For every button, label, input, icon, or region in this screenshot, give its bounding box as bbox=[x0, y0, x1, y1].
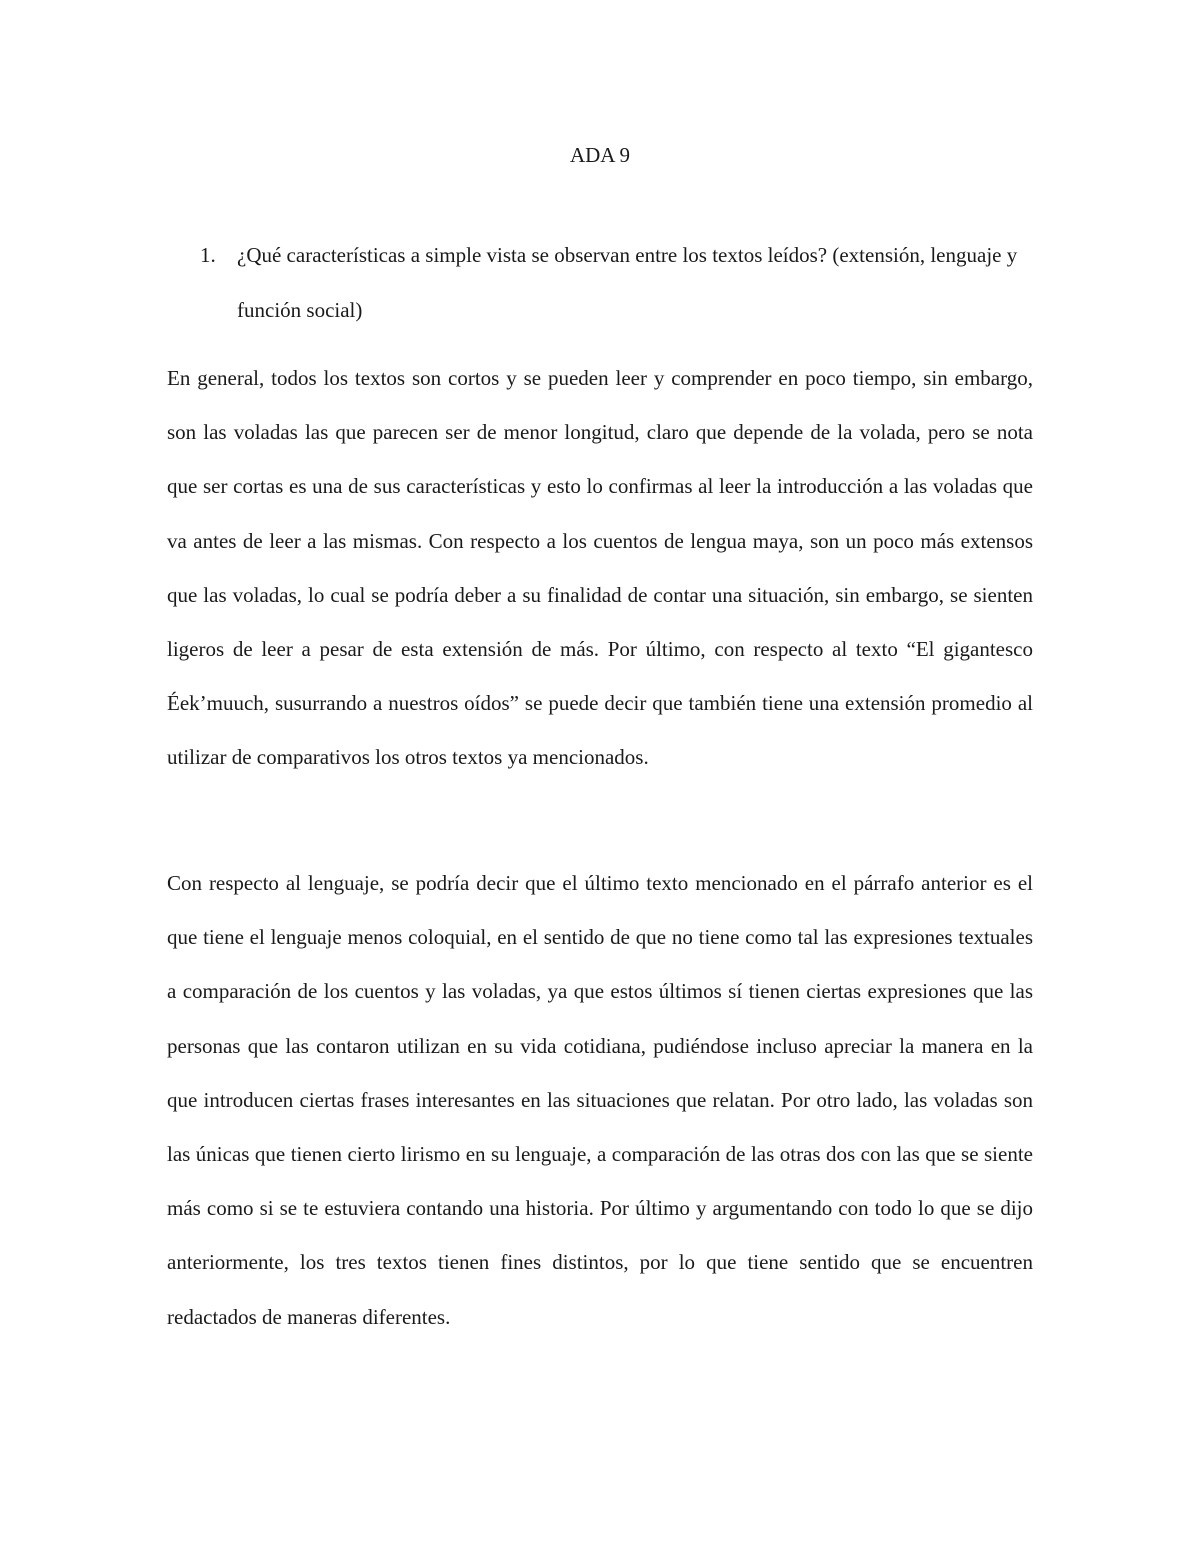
answer-paragraph-1: En general, todos los textos son cortos y se pueden leer y comprender en poco tiempo, sin embargo, son las voladas las que parecen ser de menor longitud, claro que depende de la volada, pero se nota que ser cortas es una de sus características y esto lo confirmas al leer la introducción a las voladas que va antes de leer a las mismas. Con respecto a los cuentos de lengua maya, son un poco más extensos que las voladas, lo cual se podría deber a su finalidad de contar una situación, sin embargo, se sienten ligeros de leer a pesar de esta extensión de más. Por último, con respecto al texto “El gigantesco Éek’muuch, susurrando a nuestros oídos” se puede decir que también tiene una extensión promedio al utilizar de comparativos los otros textos ya mencionados. bbox=[167, 366, 1033, 770]
question-number: 1. bbox=[200, 243, 216, 267]
question-item bbox=[200, 228, 1035, 337]
question-text: ¿Qué características a simple vista se observan entre los textos leídos? (extensión, lenguaje y función social) bbox=[237, 243, 1018, 322]
document-title: ADA 9 bbox=[569, 143, 631, 167]
question-list bbox=[200, 228, 1035, 337]
answer-paragraph-2: Con respecto al lenguaje, se podría decir que el último texto mencionado en el párrafo anterior es el que tiene el lenguaje menos coloquial, en el sentido de que no tiene como tal las expresiones textuales a comparación de los cuentos y las voladas, ya que estos últimos sí tienen ciertas expresiones que las personas que las contaron utilizan en su vida cotidiana, pudiéndose incluso apreciar la manera en la que introducen ciertas frases interesantes en las situaciones que relatan. Por otro lado, las voladas son las únicas que tienen cierto lirismo en su lenguaje, a comparación de las otras dos con las que se siente más como si se te estuviera contando una historia. Por último y argumentando con todo lo que se dijo anteriormente, los tres textos tienen fines distintos, por lo que tiene sentido que se encuentren redactados de maneras diferentes. bbox=[167, 871, 1033, 1329]
